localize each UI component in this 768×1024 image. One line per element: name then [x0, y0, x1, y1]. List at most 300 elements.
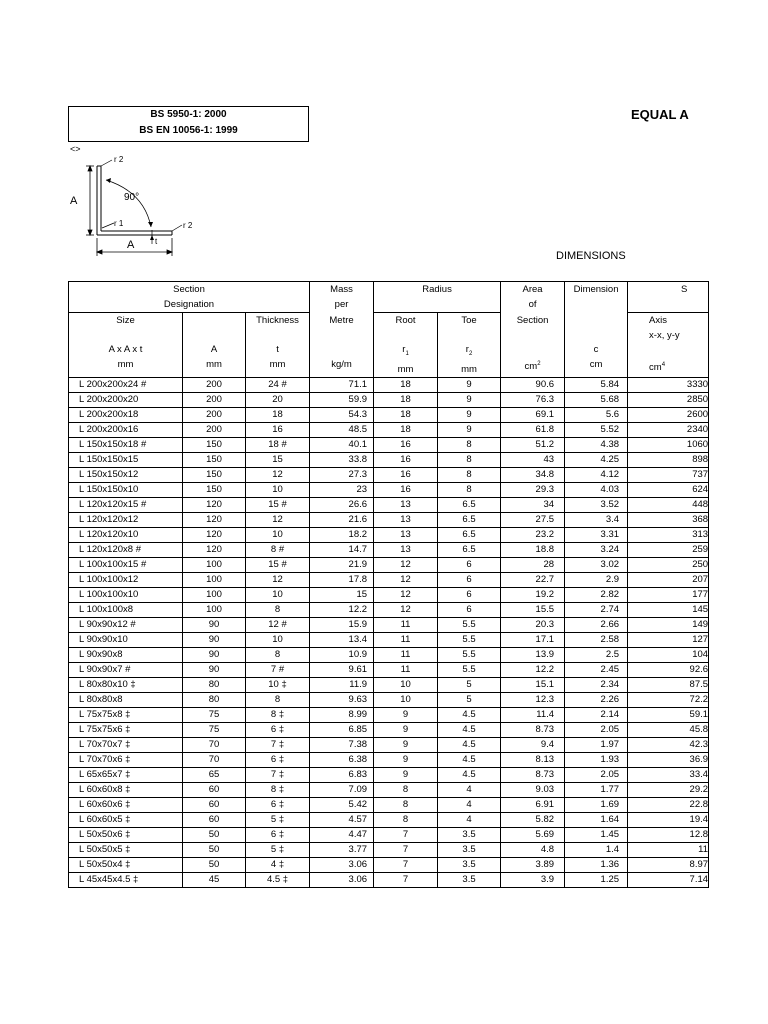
cell-a: 200: [183, 407, 246, 422]
cell-thickness: 10: [246, 482, 310, 497]
cell-dimension-c: 1.77: [565, 782, 628, 797]
cell-axis-xx-yy: 19.4: [628, 812, 709, 827]
r2-toe-leader: [172, 225, 182, 231]
cell-axis-xx-yy: 104: [628, 647, 709, 662]
cell-thickness: 8 #: [246, 542, 310, 557]
table-row: [69, 377, 709, 392]
cell-thickness: 12 #: [246, 617, 310, 632]
cell-axis-xx-yy: 22.8: [628, 797, 709, 812]
cell-size: L 90x90x12 #: [69, 617, 183, 632]
cell-axis-xx-yy: 1060: [628, 437, 709, 452]
cell-dimension-c: 1.36: [565, 857, 628, 872]
cell-root-radius: 13: [374, 512, 438, 527]
cell-a: 90: [183, 617, 246, 632]
table-row: [69, 467, 709, 482]
cell-mass: 71.1: [310, 377, 374, 392]
cell-toe-radius: 5.5: [438, 632, 501, 647]
cell-thickness: 6 ‡: [246, 827, 310, 842]
header-row-1: [69, 282, 709, 313]
cell-dimension-c: 5.68: [565, 392, 628, 407]
cell-toe-radius: 6: [438, 602, 501, 617]
cell-size: L 75x75x6 ‡: [69, 722, 183, 737]
cell-mass: 3.06: [310, 872, 374, 887]
header-unit-mm-1: mm: [117, 359, 134, 370]
cell-size: L 90x90x7 #: [69, 662, 183, 677]
cell-thickness: 10 ‡: [246, 677, 310, 692]
cell-dimension-c: 1.45: [565, 827, 628, 842]
cell-a: 100: [183, 602, 246, 617]
cell-root-radius: 12: [374, 557, 438, 572]
header-area: Area: [522, 284, 543, 295]
cell-mass: 3.06: [310, 857, 374, 872]
table-row: [69, 707, 709, 722]
r1-leader: [102, 223, 114, 228]
cell-thickness: 10: [246, 632, 310, 647]
cell-mass: 48.5: [310, 422, 374, 437]
cell-size: L 50x50x4 ‡: [69, 857, 183, 872]
cell-a: 90: [183, 662, 246, 677]
cell-axis-xx-yy: 368: [628, 512, 709, 527]
table-row: [69, 677, 709, 692]
header-c: c: [593, 343, 599, 355]
cell-area: 15.5: [501, 602, 565, 617]
cell-a: 60: [183, 812, 246, 827]
table-row: [69, 647, 709, 662]
cell-mass: 6.83: [310, 767, 374, 782]
cell-axis-xx-yy: 624: [628, 482, 709, 497]
table-row: [69, 572, 709, 587]
angle-section-diagram: [64, 152, 204, 260]
table-row: [69, 827, 709, 842]
cell-area: 5.82: [501, 812, 565, 827]
header-unit-cm2-sup: 2: [537, 360, 541, 367]
cell-a: 45: [183, 872, 246, 887]
cell-axis-xx-yy: 898: [628, 452, 709, 467]
cell-root-radius: 18: [374, 377, 438, 392]
angle-arc: [106, 180, 151, 227]
cell-toe-radius: 6.5: [438, 512, 501, 527]
cell-a: 70: [183, 752, 246, 767]
cell-a: 50: [183, 842, 246, 857]
cell-a: 75: [183, 722, 246, 737]
header-axat: A x A x t: [108, 344, 143, 355]
cell-axis-xx-yy: 87.5: [628, 677, 709, 692]
cell-axis-xx-yy: 36.9: [628, 752, 709, 767]
dimension-a-left: [86, 166, 94, 235]
cell-root-radius: 18: [374, 407, 438, 422]
cell-a: 150: [183, 482, 246, 497]
cell-thickness: 6 ‡: [246, 797, 310, 812]
cell-mass: 18.2: [310, 527, 374, 542]
cell-area: 27.5: [501, 512, 565, 527]
header-section-word: Section: [516, 314, 549, 326]
cell-axis-xx-yy: 207: [628, 572, 709, 587]
label-r2-top: r 2: [114, 155, 124, 164]
cell-area: 5.69: [501, 827, 565, 842]
cell-axis-xx-yy: 33.4: [628, 767, 709, 782]
cell-area: 19.2: [501, 587, 565, 602]
cell-area: 90.6: [501, 377, 565, 392]
section-properties-table: [68, 281, 709, 888]
standard-bs5950: BS 5950-1: 2000: [150, 109, 227, 120]
header-unit-mm-4: mm: [397, 363, 414, 375]
cell-dimension-c: 2.66: [565, 617, 628, 632]
cell-area: 61.8: [501, 422, 565, 437]
cell-a: 90: [183, 632, 246, 647]
cell-size: L 100x100x12: [69, 572, 183, 587]
dimensions-label: DIMENSIONS: [556, 250, 626, 262]
cell-dimension-c: 4.38: [565, 437, 628, 452]
cell-size: L 120x120x12: [69, 512, 183, 527]
table-row: [69, 422, 709, 437]
header-r2: r: [465, 344, 469, 355]
cell-mass: 7.09: [310, 782, 374, 797]
cell-mass: 13.4: [310, 632, 374, 647]
cell-axis-xx-yy: 45.8: [628, 722, 709, 737]
table-row: [69, 527, 709, 542]
cell-area: 20.3: [501, 617, 565, 632]
header-a: A: [210, 344, 218, 355]
cell-axis-xx-yy: 59.1: [628, 707, 709, 722]
table-row: [69, 632, 709, 647]
cell-a: 50: [183, 827, 246, 842]
table-row: [69, 452, 709, 467]
cell-toe-radius: 5: [438, 677, 501, 692]
cell-size: L 150x150x15: [69, 452, 183, 467]
cell-area: 51.2: [501, 437, 565, 452]
cell-thickness: 10: [246, 527, 310, 542]
cell-axis-xx-yy: 259: [628, 542, 709, 557]
cell-toe-radius: 5.5: [438, 647, 501, 662]
header-metre: Metre: [329, 314, 354, 326]
cell-dimension-c: 1.4: [565, 842, 628, 857]
cell-mass: 5.42: [310, 797, 374, 812]
cell-root-radius: 10: [374, 677, 438, 692]
cell-size: L 70x70x7 ‡: [69, 737, 183, 752]
cell-dimension-c: 2.82: [565, 587, 628, 602]
cell-axis-xx-yy: 313: [628, 527, 709, 542]
cell-thickness: 24 #: [246, 377, 310, 392]
label-r1: r 1: [114, 219, 124, 228]
cell-toe-radius: 8: [438, 452, 501, 467]
cell-mass: 11.9: [310, 677, 374, 692]
cell-toe-radius: 4: [438, 782, 501, 797]
cell-axis-xx-yy: 3330: [628, 377, 709, 392]
cell-a: 60: [183, 797, 246, 812]
cell-root-radius: 7: [374, 827, 438, 842]
cell-toe-radius: 4: [438, 812, 501, 827]
cell-size: L 60x60x8 ‡: [69, 782, 183, 797]
standard-bsen10056: BS EN 10056-1: 1999: [139, 125, 238, 136]
cell-axis-xx-yy: 2600: [628, 407, 709, 422]
cell-size: L 120x120x15 #: [69, 497, 183, 512]
cell-root-radius: 13: [374, 497, 438, 512]
cell-dimension-c: 1.97: [565, 737, 628, 752]
cell-size: L 90x90x10: [69, 632, 183, 647]
cell-toe-radius: 6.5: [438, 527, 501, 542]
cell-dimension-c: 1.69: [565, 797, 628, 812]
cell-root-radius: 16: [374, 452, 438, 467]
cell-mass: 10.9: [310, 647, 374, 662]
cell-a: 60: [183, 782, 246, 797]
cell-a: 90: [183, 647, 246, 662]
cell-axis-xx-yy: 8.97: [628, 857, 709, 872]
table-row: [69, 662, 709, 677]
table-row: [69, 842, 709, 857]
cell-dimension-c: 2.05: [565, 722, 628, 737]
cell-dimension-c: 2.34: [565, 677, 628, 692]
cell-axis-xx-yy: 448: [628, 497, 709, 512]
cell-thickness: 7 ‡: [246, 737, 310, 752]
cell-axis-xx-yy: 2340: [628, 422, 709, 437]
table-row: [69, 767, 709, 782]
cell-thickness: 20: [246, 392, 310, 407]
cell-mass: 3.77: [310, 842, 374, 857]
cell-root-radius: 9: [374, 752, 438, 767]
cell-area: 29.3: [501, 482, 565, 497]
cell-root-radius: 8: [374, 782, 438, 797]
cell-thickness: 5 ‡: [246, 812, 310, 827]
cell-dimension-c: 3.24: [565, 542, 628, 557]
cell-toe-radius: 8: [438, 482, 501, 497]
header-mass: Mass: [330, 284, 353, 295]
cell-root-radius: 16: [374, 482, 438, 497]
cell-area: 12.3: [501, 692, 565, 707]
cell-area: 69.1: [501, 407, 565, 422]
cell-root-radius: 11: [374, 662, 438, 677]
table-row: [69, 392, 709, 407]
cell-thickness: 8 ‡: [246, 782, 310, 797]
header-t: t: [276, 344, 279, 355]
header-axis-xy: x-x, y-y: [649, 330, 680, 341]
arc-arrow-top: [106, 178, 111, 183]
cell-root-radius: 16: [374, 437, 438, 452]
cell-root-radius: 8: [374, 812, 438, 827]
section-table-wrap: [68, 281, 709, 888]
cell-area: 17.1: [501, 632, 565, 647]
cell-a: 150: [183, 437, 246, 452]
standards-box: [68, 106, 309, 142]
header-thickness: Thickness: [256, 315, 299, 326]
cell-size: L 150x150x10: [69, 482, 183, 497]
cell-toe-radius: 6: [438, 587, 501, 602]
table-row: [69, 482, 709, 497]
cell-area: 18.8: [501, 542, 565, 557]
cell-dimension-c: 2.74: [565, 602, 628, 617]
cell-thickness: 6 ‡: [246, 752, 310, 767]
header-unit-mm-5: mm: [461, 363, 477, 375]
table-row: [69, 722, 709, 737]
cell-toe-radius: 9: [438, 392, 501, 407]
cell-axis-xx-yy: 145: [628, 602, 709, 617]
cell-root-radius: 13: [374, 527, 438, 542]
cell-mass: 54.3: [310, 407, 374, 422]
cell-area: 28: [501, 557, 565, 572]
cell-size: L 80x80x10 ‡: [69, 677, 183, 692]
cell-axis-xx-yy: 2850: [628, 392, 709, 407]
cell-toe-radius: 5.5: [438, 617, 501, 632]
page-title: EQUAL A: [631, 107, 689, 122]
cell-dimension-c: 2.9: [565, 572, 628, 587]
cell-thickness: 12: [246, 467, 310, 482]
cell-thickness: 16: [246, 422, 310, 437]
cell-dimension-c: 3.02: [565, 557, 628, 572]
cell-size: L 75x75x8 ‡: [69, 707, 183, 722]
cell-toe-radius: 5.5: [438, 662, 501, 677]
header-unit-mm-2: mm: [206, 359, 222, 370]
cell-mass: 9.63: [310, 692, 374, 707]
cell-dimension-c: 3.4: [565, 512, 628, 527]
cell-axis-xx-yy: 7.14: [628, 872, 709, 887]
header-dimension: Dimension: [573, 284, 619, 295]
cell-a: 120: [183, 497, 246, 512]
cell-thickness: 8: [246, 647, 310, 662]
cell-dimension-c: 1.25: [565, 872, 628, 887]
cell-mass: 15.9: [310, 617, 374, 632]
cell-dimension-c: 4.03: [565, 482, 628, 497]
cell-toe-radius: 8: [438, 467, 501, 482]
cell-thickness: 18: [246, 407, 310, 422]
cell-axis-xx-yy: 42.3: [628, 737, 709, 752]
table-row: [69, 437, 709, 452]
cell-toe-radius: 3.5: [438, 857, 501, 872]
cell-mass: 4.47: [310, 827, 374, 842]
cell-a: 100: [183, 587, 246, 602]
cell-a: 120: [183, 542, 246, 557]
cell-dimension-c: 2.05: [565, 767, 628, 782]
label-r2-toe: r 2: [183, 221, 193, 230]
cell-area: 3.89: [501, 857, 565, 872]
cell-area: 34: [501, 497, 565, 512]
table-row: [69, 857, 709, 872]
dimension-a-bottom: [97, 238, 172, 256]
cell-size: L 60x60x6 ‡: [69, 797, 183, 812]
cell-axis-xx-yy: 92.6: [628, 662, 709, 677]
cell-mass: 59.9: [310, 392, 374, 407]
cell-dimension-c: 2.5: [565, 647, 628, 662]
cell-area: 3.9: [501, 872, 565, 887]
cell-toe-radius: 4.5: [438, 722, 501, 737]
cell-dimension-c: 4.25: [565, 452, 628, 467]
cell-root-radius: 11: [374, 647, 438, 662]
cell-toe-radius: 6.5: [438, 542, 501, 557]
cell-thickness: 4.5 ‡: [246, 872, 310, 887]
cell-a: 120: [183, 527, 246, 542]
cell-area: 8.73: [501, 722, 565, 737]
cell-dimension-c: 1.93: [565, 752, 628, 767]
cell-thickness: 8: [246, 692, 310, 707]
table-row: [69, 617, 709, 632]
cell-root-radius: 7: [374, 857, 438, 872]
table-row: [69, 797, 709, 812]
cell-toe-radius: 5: [438, 692, 501, 707]
table-row: [69, 692, 709, 707]
cell-thickness: 12: [246, 512, 310, 527]
cell-root-radius: 10: [374, 692, 438, 707]
cell-root-radius: 9: [374, 737, 438, 752]
table-row: [69, 542, 709, 557]
header-unit-cm: cm: [589, 358, 603, 370]
label-t: t: [155, 237, 158, 246]
cell-toe-radius: 9: [438, 407, 501, 422]
header-radius: Radius: [422, 284, 452, 295]
cell-size: L 70x70x6 ‡: [69, 752, 183, 767]
cell-area: 8.13: [501, 752, 565, 767]
cell-size: L 200x200x18: [69, 407, 183, 422]
cell-size: L 100x100x10: [69, 587, 183, 602]
cell-thickness: 5 ‡: [246, 842, 310, 857]
cell-dimension-c: 3.52: [565, 497, 628, 512]
table-row: [69, 557, 709, 572]
cell-mass: 21.9: [310, 557, 374, 572]
cell-area: 43: [501, 452, 565, 467]
header-unit-mm-3: mm: [269, 359, 286, 370]
cell-mass: 8.99: [310, 707, 374, 722]
cell-root-radius: 7: [374, 842, 438, 857]
cell-size: L 45x45x4.5 ‡: [69, 872, 183, 887]
cell-mass: 21.6: [310, 512, 374, 527]
cell-mass: 6.38: [310, 752, 374, 767]
cell-dimension-c: 2.14: [565, 707, 628, 722]
header-r1-sub: 1: [405, 350, 409, 357]
header-of: of: [528, 299, 537, 310]
cell-toe-radius: 3.5: [438, 872, 501, 887]
cell-a: 100: [183, 557, 246, 572]
cell-root-radius: 18: [374, 392, 438, 407]
table-row: [69, 737, 709, 752]
cell-size: L 60x60x5 ‡: [69, 812, 183, 827]
cell-size: L 150x150x18 #: [69, 437, 183, 452]
cell-a: 200: [183, 392, 246, 407]
table-row: [69, 497, 709, 512]
header-r2-sub: 2: [468, 350, 473, 357]
cell-thickness: 4 ‡: [246, 857, 310, 872]
cell-axis-xx-yy: 12.8: [628, 827, 709, 842]
cell-root-radius: 9: [374, 767, 438, 782]
cell-mass: 33.8: [310, 452, 374, 467]
cell-size: L 100x100x15 #: [69, 557, 183, 572]
cell-axis-xx-yy: 127: [628, 632, 709, 647]
cell-mass: 27.3: [310, 467, 374, 482]
header-unit-kgm: kg/m: [331, 358, 352, 370]
header-toe: Toe: [461, 315, 477, 326]
cell-size: L 50x50x6 ‡: [69, 827, 183, 842]
header-designation: Designation: [163, 299, 215, 310]
cell-size: L 120x120x8 #: [69, 542, 183, 557]
cell-root-radius: 9: [374, 722, 438, 737]
cell-root-radius: 7: [374, 872, 438, 887]
cell-mass: 7.38: [310, 737, 374, 752]
cell-thickness: 15 #: [246, 497, 310, 512]
cell-toe-radius: 8: [438, 437, 501, 452]
cell-a: 200: [183, 377, 246, 392]
cell-area: 76.3: [501, 392, 565, 407]
cell-thickness: 6 ‡: [246, 722, 310, 737]
header-unit-cm4-sup: 4: [661, 362, 666, 368]
cell-root-radius: 12: [374, 587, 438, 602]
cell-area: 12.2: [501, 662, 565, 677]
cell-mass: 6.85: [310, 722, 374, 737]
cell-a: 80: [183, 677, 246, 692]
cell-a: 150: [183, 467, 246, 482]
cell-area: 9.03: [501, 782, 565, 797]
header-section: Section: [173, 284, 205, 295]
cell-dimension-c: 3.31: [565, 527, 628, 542]
label-a-left: A: [70, 195, 78, 207]
cell-toe-radius: 6: [438, 557, 501, 572]
header-unit-cm4: cm: [649, 362, 662, 374]
r2-top-leader: [101, 160, 112, 166]
